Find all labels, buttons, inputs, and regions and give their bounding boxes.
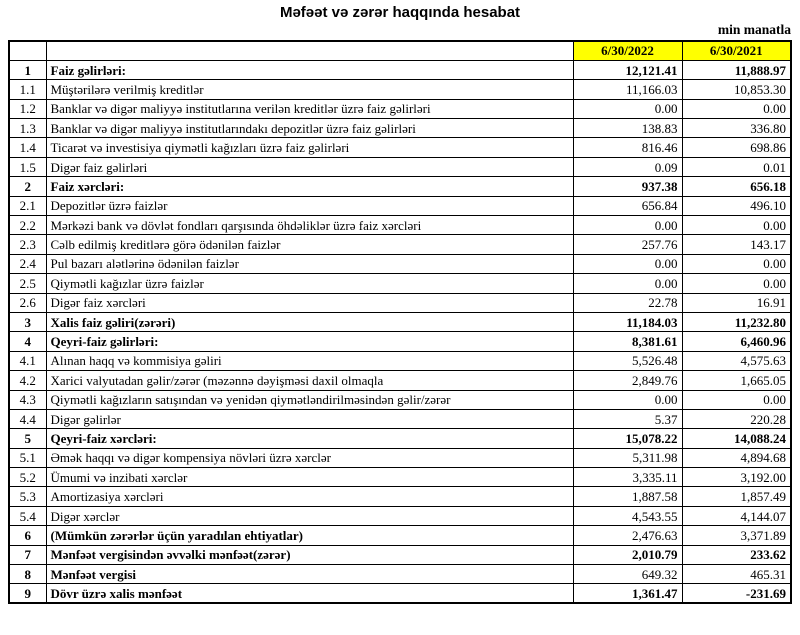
row-value-2021: 0.00	[682, 99, 791, 118]
row-value-2021: 14,088.24	[682, 429, 791, 448]
row-value-2022: 257.76	[573, 235, 682, 254]
row-value-2022: 5,526.48	[573, 351, 682, 370]
table-row	[9, 332, 791, 351]
row-value-2022: 0.00	[573, 254, 682, 273]
row-value-2021: 233.62	[682, 545, 791, 564]
row-value-2021: 656.18	[682, 177, 791, 196]
row-number: 7	[9, 545, 46, 564]
row-number: 4.3	[9, 390, 46, 409]
table-row	[9, 138, 791, 157]
row-number: 5.2	[9, 468, 46, 487]
row-value-2021: 496.10	[682, 196, 791, 215]
row-value-2022: 3,335.11	[573, 468, 682, 487]
table-row	[9, 99, 791, 118]
header-cell-description	[46, 41, 573, 60]
row-number: 5.3	[9, 487, 46, 506]
row-value-2021: 0.00	[682, 274, 791, 293]
row-label: Qiymətli kağızlar üzrə faizlər	[46, 274, 573, 293]
row-value-2022: 2,476.63	[573, 526, 682, 545]
row-label: Faiz xərcləri:	[46, 177, 573, 196]
row-number: 1	[9, 60, 46, 79]
row-number: 1.4	[9, 138, 46, 157]
table-row	[9, 526, 791, 545]
col-header-2022: 6/30/2022	[573, 41, 682, 60]
row-value-2021: 465.31	[682, 565, 791, 584]
row-label: Faiz gəlirləri:	[46, 60, 573, 79]
row-label: Əmək haqqı və digər kompensiya növləri üzrə xərclər	[46, 448, 573, 467]
row-number: 2	[9, 177, 46, 196]
table-row	[9, 274, 791, 293]
row-value-2021: 0.00	[682, 216, 791, 235]
table-row	[9, 196, 791, 215]
row-label: Pul bazarı alətlərinə ödənilən faizlər	[46, 254, 573, 273]
row-label: (Mümkün zərərlər üçün yaradılan ehtiyatlar)	[46, 526, 573, 545]
row-value-2022: 649.32	[573, 565, 682, 584]
row-label: Ümumi və inzibati xərclər	[46, 468, 573, 487]
row-label: Qeyri-faiz xərcləri:	[46, 429, 573, 448]
row-number: 9	[9, 584, 46, 603]
row-value-2021: 6,460.96	[682, 332, 791, 351]
row-value-2022: 0.00	[573, 390, 682, 409]
table-row	[9, 80, 791, 99]
col-header-2021: 6/30/2021	[682, 41, 791, 60]
row-value-2021: 0.01	[682, 157, 791, 176]
row-value-2021: 16.91	[682, 293, 791, 312]
row-label: Ticarət və investisiya qiymətli kağızları üzrə faiz gəlirləri	[46, 138, 573, 157]
row-value-2022: 0.00	[573, 99, 682, 118]
table-row	[9, 254, 791, 273]
row-value-2021: 143.17	[682, 235, 791, 254]
table-row	[9, 409, 791, 428]
page-title: Məfəət və zərər haqqında hesabat	[279, 4, 521, 21]
header-cell-number	[9, 41, 46, 60]
row-value-2021: 11,888.97	[682, 60, 791, 79]
row-label: Mənfəət vergisindən əvvəlki mənfəət(zərər)	[46, 545, 573, 564]
table-row	[9, 60, 791, 79]
row-label: Mərkəzi bank və dövlət fondları qarşısında öhdəliklər üzrə faiz xərcləri	[46, 216, 573, 235]
row-number: 3	[9, 312, 46, 331]
row-value-2021: 1,857.49	[682, 487, 791, 506]
row-value-2022: 12,121.41	[573, 60, 682, 79]
row-number: 4	[9, 332, 46, 351]
row-number: 1.2	[9, 99, 46, 118]
row-value-2021: 4,575.63	[682, 351, 791, 370]
row-label: Amortizasiya xərcləri	[46, 487, 573, 506]
table-body	[9, 60, 791, 603]
table-row	[9, 506, 791, 525]
table-row	[9, 371, 791, 390]
table-row	[9, 545, 791, 564]
row-number: 1.5	[9, 157, 46, 176]
table-row	[9, 157, 791, 176]
row-number: 2.3	[9, 235, 46, 254]
table-row	[9, 235, 791, 254]
table-row	[9, 584, 791, 603]
row-value-2022: 138.83	[573, 119, 682, 138]
row-number: 2.1	[9, 196, 46, 215]
row-label: Xalis faiz gəliri(zərəri)	[46, 312, 573, 331]
row-number: 8	[9, 565, 46, 584]
table-row	[9, 390, 791, 409]
profit-loss-table	[8, 40, 792, 604]
row-value-2022: 2,010.79	[573, 545, 682, 564]
table-row	[9, 312, 791, 331]
row-label: Qiymətli kağızların satışından və yenidən qiymətləndirilməsindən gəlir/zərər	[46, 390, 573, 409]
row-value-2022: 5.37	[573, 409, 682, 428]
table-row	[9, 565, 791, 584]
row-label: Banklar və digər maliyyə institutlarındakı depozitlər üzrə faiz gəlirləri	[46, 119, 573, 138]
row-value-2021: 698.86	[682, 138, 791, 157]
row-value-2021: 0.00	[682, 254, 791, 273]
row-value-2021: 4,894.68	[682, 448, 791, 467]
row-value-2022: 1,361.47	[573, 584, 682, 603]
row-label: Alınan haqq və kommisiya gəliri	[46, 351, 573, 370]
row-label: Digər faiz xərcləri	[46, 293, 573, 312]
row-number: 2.5	[9, 274, 46, 293]
row-value-2022: 2,849.76	[573, 371, 682, 390]
row-label: Banklar və digər maliyyə institutlarına verilən kreditlər üzrə faiz gəlirləri	[46, 99, 573, 118]
table-row	[9, 351, 791, 370]
row-label: Depozitlər üzrə faizlər	[46, 196, 573, 215]
row-value-2022: 1,887.58	[573, 487, 682, 506]
row-value-2022: 937.38	[573, 177, 682, 196]
row-value-2021: 4,144.07	[682, 506, 791, 525]
table-row	[9, 487, 791, 506]
row-number: 1.3	[9, 119, 46, 138]
table-row	[9, 293, 791, 312]
row-label: Digər faiz gəlirləri	[46, 157, 573, 176]
table-row	[9, 119, 791, 138]
row-label: Qeyri-faiz gəlirləri:	[46, 332, 573, 351]
row-value-2021: 11,232.80	[682, 312, 791, 331]
row-value-2022: 816.46	[573, 138, 682, 157]
row-number: 4.4	[9, 409, 46, 428]
row-value-2021: 336.80	[682, 119, 791, 138]
row-number: 5.4	[9, 506, 46, 525]
row-label: Müştərilərə verilmiş kreditlər	[46, 80, 573, 99]
row-label: Digər xərclər	[46, 506, 573, 525]
row-number: 5	[9, 429, 46, 448]
row-label: Mənfəət vergisi	[46, 565, 573, 584]
row-value-2022: 0.09	[573, 157, 682, 176]
row-value-2021: 3,371.89	[682, 526, 791, 545]
row-value-2021: 220.28	[682, 409, 791, 428]
row-label: Dövr üzrə xalis mənfəət	[46, 584, 573, 603]
row-value-2022: 656.84	[573, 196, 682, 215]
row-number: 5.1	[9, 448, 46, 467]
row-value-2022: 15,078.22	[573, 429, 682, 448]
row-number: 4.1	[9, 351, 46, 370]
row-number: 2.2	[9, 216, 46, 235]
row-value-2022: 0.00	[573, 216, 682, 235]
table-row	[9, 177, 791, 196]
table-row	[9, 448, 791, 467]
row-label: Xarici valyutadan gəlir/zərər (məzənnə dəyişməsi daxil olmaqla	[46, 371, 573, 390]
row-value-2022: 22.78	[573, 293, 682, 312]
row-value-2021: 3,192.00	[682, 468, 791, 487]
row-number: 1.1	[9, 80, 46, 99]
table-row	[9, 468, 791, 487]
header-row	[9, 41, 791, 60]
row-number: 6	[9, 526, 46, 545]
row-value-2022: 5,311.98	[573, 448, 682, 467]
row-number: 2.6	[9, 293, 46, 312]
row-value-2021: -231.69	[682, 584, 791, 603]
row-value-2022: 8,381.61	[573, 332, 682, 351]
row-value-2022: 11,184.03	[573, 312, 682, 331]
row-label: Cəlb edilmiş kreditlərə görə ödənilən faizlər	[46, 235, 573, 254]
row-value-2021: 0.00	[682, 390, 791, 409]
row-number: 2.4	[9, 254, 46, 273]
row-label: Digər gəlirlər	[46, 409, 573, 428]
row-number: 4.2	[9, 371, 46, 390]
row-value-2021: 1,665.05	[682, 371, 791, 390]
row-value-2022: 11,166.03	[573, 80, 682, 99]
table-row	[9, 216, 791, 235]
row-value-2022: 0.00	[573, 274, 682, 293]
row-value-2021: 10,853.30	[682, 80, 791, 99]
row-value-2022: 4,543.55	[573, 506, 682, 525]
table-row	[9, 429, 791, 448]
unit-note: min manatla	[717, 22, 791, 37]
